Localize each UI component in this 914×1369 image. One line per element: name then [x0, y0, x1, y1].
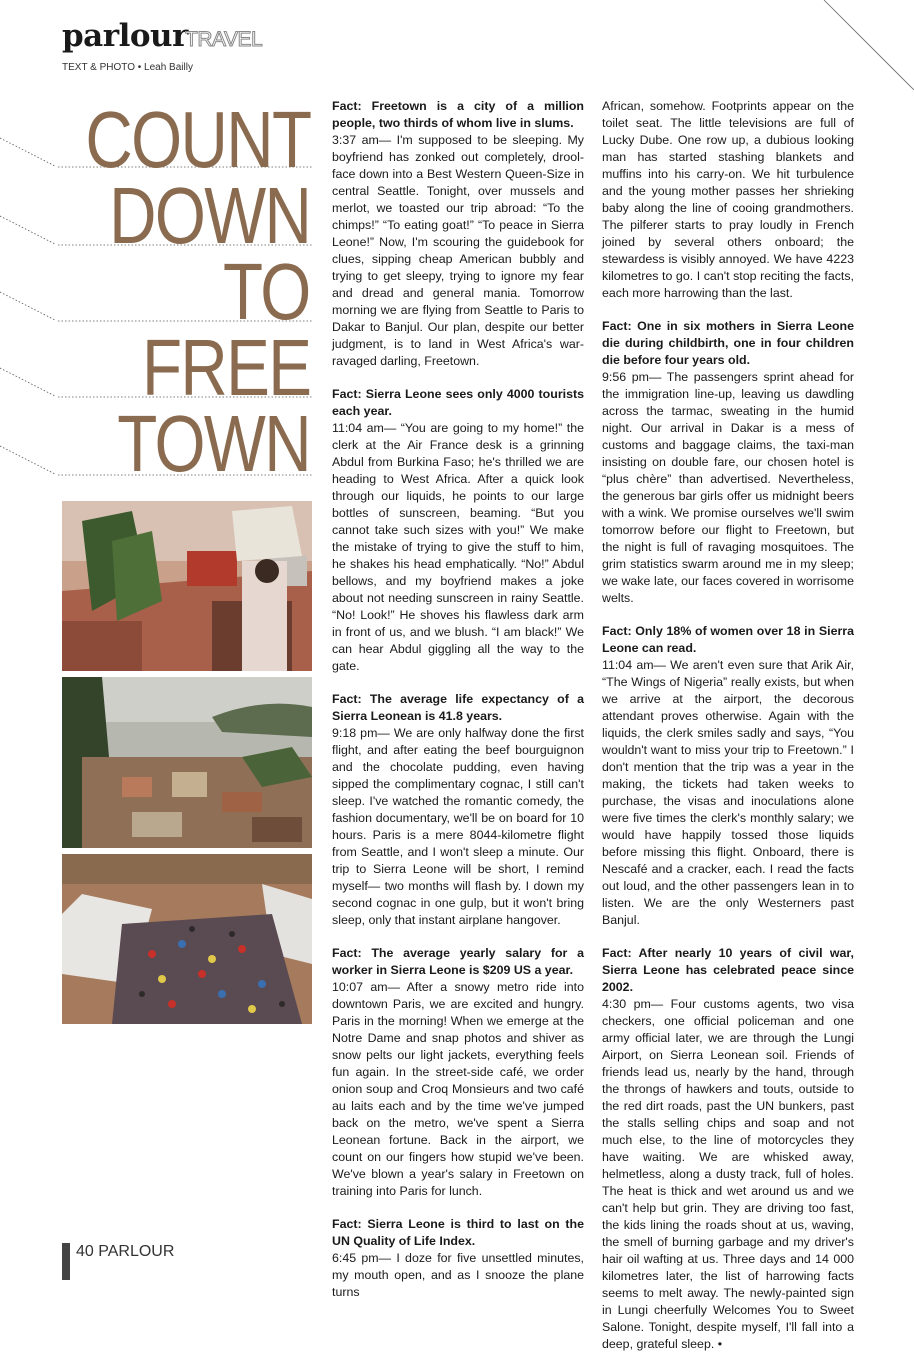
paragraph-text: 9:56 pm— The passengers sprint ahead for the immigration line-up, leaving us dawdling across the tarmac, sweating in the humid night. Our arrival in Dakar is a mess of customs and baggage claims, the taxi-man insisting on double fare, our chosen hotel is “plus chère” than advertised. Nevertheless, the generous bar girls offer us midnight beers with a wink. We promise ourselves we'll swim tomorrow before our flight to Freetown, but the night is full of ravaging mosquitoes. The grim statistics swarm around me in my sleep; we wake late, our faces covered in worrisome welts.	[602, 370, 854, 605]
paragraph-2-3	[602, 623, 854, 929]
paragraph-text: 9:18 pm— We are only halfway done the first flight, and after eating the beef bourguignon and the chocolate pudding, even having sipped the complimentary cognac, I still can't sleep. I've watched the romantic comedy, the fashion documentary, we'll be on board for 10 hours. Paris is a mere 8044-kilometre flight from Seattle, and I won't sleep a minute. Our trip to Sierra Leone will be short, I remind myself— two months will flash by. I down my second cognac in one gulp, but it won't bring sleep, only that instant airplane hangover.	[332, 726, 584, 927]
harbor-town-photo	[62, 677, 312, 848]
paragraph-1-5	[332, 1216, 584, 1301]
fact-heading: Fact: The average yearly salary for a worker in Sierra Leone is $209 US a year.	[332, 946, 584, 977]
paragraph-text: 6:45 pm— I doze for five unsettled minutes, my mouth open, and as I snooze the plane turns	[332, 1251, 584, 1299]
title-town: TOWN	[117, 399, 310, 488]
fact-heading: Fact: The average life expectancy of a Sierra Leonean is 41.8 years.	[332, 692, 584, 723]
paragraph-text: 11:04 am— We aren't even sure that Arik Air, “The Wings of Nigeria” really exists, but when we arrive at the airport, the decorous attendant proves otherwise. Again with the liquids, the clerk smiles sadly and says, “You wouldn't want to miss your trip to Freetown.” I don't mention that the trip was a year in the making, the tickets had taken weeks to purchase, the visas and inoculations alone were five times the clerk's monthly salary; we would have happily tossed those liquids before missing this flight. Onboard, there is Nescafé and a cracker, each. I read the facts out loud, and the other passengers lean in to listen. We are the only Westerners past Banjul.	[602, 658, 854, 927]
fact-heading: Fact: Sierra Leone sees only 4000 tourists each year.	[332, 387, 584, 418]
street-scene-photo	[62, 501, 312, 671]
title-count: COUNT	[84, 95, 310, 184]
paragraph-2-4	[602, 945, 854, 1353]
fact-heading: Fact: Sierra Leone is third to last on the UN Quality of Life Index.	[332, 1217, 584, 1248]
title-down: DOWN	[108, 171, 310, 260]
magazine-brand: parlour	[62, 18, 188, 54]
crowd-boats-photo	[62, 854, 312, 1024]
article-column-2	[602, 98, 854, 1369]
page-footer	[76, 1243, 174, 1261]
paragraph-text: 4:30 pm— Four customs agents, two visa checkers, one official policeman and one army official later, we are through the Lungi Airport, on Sierra Leonean soil. Friends of friends lead us, nearly by the hand, through the throngs of hawkers and touts, outside to the red dirt roads, past the UN bunkers, past the stalls selling chips and soap and not much else, to the line of motorcycles they have waiting. We are whisked away, helmetless, along a dusty track, full of holes. The heat is thick and wet around us and we can't help but grin. They are driving too fast, the kids lining the roads shout at us, waving, the smell of burning garbage and my driver's hair oil wafting at us. Three days and 14 000 kilometres later, the list of harrowing facts seems to melt away. The newly-painted sign in Lungi cheerfully Welcomes You to Sweet Salone. Tonight, despite myself, I'll fall into a deep, grateful sleep. •	[602, 997, 854, 1351]
fact-heading: Fact: Only 18% of women over 18 in Sierra Leone can read.	[602, 624, 854, 655]
fact-heading: Fact: Freetown is a city of a million people, two thirds of whom live in slums.	[332, 99, 584, 130]
title-free: FREE	[141, 323, 310, 412]
paragraph-2-1	[602, 98, 854, 302]
title-to: TO	[223, 247, 310, 336]
paragraph-1-1	[332, 98, 584, 370]
footer-bar	[62, 1243, 70, 1280]
fact-heading: Fact: One in six mothers in Sierra Leone die during childbirth, one in four children die before four years old.	[602, 319, 854, 367]
section-label: TRAVEL	[185, 28, 263, 51]
paragraph-text: African, somehow. Footprints appear on the toilet seat. The little televisions are full of Lucky Dube. One row up, a dubious looking man has started stashing blankets and muffins into his carry-on. We hit turbulence and the young mother passes her shrieking baby along the line of cooing grandmothers. The pilferer starts to pray loudly in French joined by several others onboard; the stewardess is visibly annoyed. We have 4223 kilometres to go. I can't stop reciting the facts, each more harrowing than the last.	[602, 99, 854, 300]
page-number: 40	[76, 1243, 94, 1260]
paragraph-1-2	[332, 386, 584, 675]
corner-line-decoration	[814, 0, 914, 95]
paragraph-1-4	[332, 945, 584, 1200]
paragraph-text: 10:07 am— After a snowy metro ride into downtown Paris, we are excited and hungry. Paris in the morning! When we emerge at the Notre Dame and snap photos and shiver as snow pelts our light jackets, everything feels fun again. In the street-side café, we order onion soup and Croq Monsieurs and two café au laits each and by the time we've jumped back on the metro, we've spent a Sierra Leonean fortune. Back in the airport, we count on our fingers how stupid we've been. We've blown a year's salary in Freetown on training into Paris for lunch.	[332, 980, 584, 1198]
byline: TEXT & PHOTO • Leah Bailly	[62, 62, 193, 73]
paragraph-text: 3:37 am— I'm supposed to be sleeping. My boyfriend has zonked out completely, drool-face down into a Best Western Queen-Size in central Seattle. Tonight, over mussels and merlot, we toasted our trip abroad: “To the chimps!” “To eating goat!” “To peace in Sierra Leone!” Now, I'm scouring the guidebook for clues, sipping cheap American bubbly and trying to get sleepy, trying to ignore my fear and dread and general mania. Tomorrow morning we are flying from Seattle to Paris to Dakar to Banjul. Our plan, despite our better judgment, is to land in West Africa's war-ravaged darling, Freetown.	[332, 133, 584, 368]
paragraph-1-3	[332, 691, 584, 929]
fact-heading: Fact: After nearly 10 years of civil war, Sierra Leone has celebrated peace since 2002.	[602, 946, 854, 994]
article-column-1	[332, 98, 584, 1317]
paragraph-2-2	[602, 318, 854, 607]
paragraph-text: 11:04 am— “You are going to my home!” the clerk at the Air France desk is a grinning Abdul from Burkina Faso; he's thrilled we are heading to West Africa. After a quick look through our liquids, he points to our large bottles of sunscreen, beaming. “But you cannot take such sizes with you!” We make the mistake of trying to give the stuff to him, he shakes his head emphatically. “No!” Abdul bellows, and my boyfriend makes a joke about not needing sunscreen in rainy Seattle. “No! Look!” He shoves his flawless dark arm in front of us, and we blush. “I am black!” We can hear Abdul giggling all the way to the gate.	[332, 421, 584, 673]
footer-label: PARLOUR	[98, 1243, 175, 1260]
